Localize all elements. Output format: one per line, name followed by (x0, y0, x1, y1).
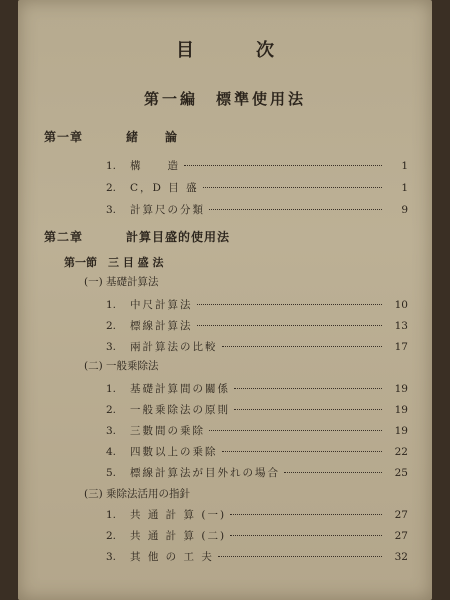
part-heading: 第一編 標準使用法 (143, 90, 306, 108)
book-page (18, 0, 432, 600)
toc-entry[interactable] (106, 339, 408, 353)
chapter-number: 第二章 (44, 230, 84, 244)
entry-page: 9 (401, 204, 408, 216)
leader-dots (197, 304, 383, 305)
entry-title: 中尺計算法 (130, 299, 193, 311)
entry-page: 1 (401, 160, 408, 172)
entry-page: 19 (394, 425, 408, 437)
leader-dots (218, 556, 382, 557)
chapter-number: 第一章 (44, 130, 84, 144)
entry-number: 2. (106, 320, 117, 332)
toc-entry[interactable] (106, 465, 408, 479)
entry-number: 3. (106, 425, 117, 437)
entry-page: 19 (394, 404, 408, 416)
toc-entry[interactable] (106, 180, 408, 194)
toc-entry[interactable] (106, 381, 408, 395)
entry-title: 三數間の乗除 (130, 425, 205, 437)
leader-dots (203, 187, 382, 188)
toc-entry[interactable] (106, 202, 408, 216)
entry-title: 其 他 の 工 夫 (130, 551, 214, 563)
entry-page: 10 (394, 299, 408, 311)
entry-number: 1. (106, 509, 117, 521)
entry-title: 共 通 計 算 (二) (130, 530, 227, 542)
entry-title: C，D 目 盛 (130, 182, 199, 194)
entry-title: 計算尺の分類 (130, 204, 205, 216)
entry-title: 標線計算法 (130, 320, 193, 332)
entry-title: 一般乗除法の原則 (130, 404, 230, 416)
entry-page: 19 (394, 383, 408, 395)
entry-page: 22 (394, 446, 408, 458)
toc-entry[interactable] (106, 297, 408, 311)
entry-number: 2. (106, 404, 117, 416)
toc-entry[interactable] (106, 423, 408, 437)
group-heading: (三) 乗除法活用の指針 (84, 488, 191, 500)
entry-number: 1. (106, 299, 117, 311)
leader-dots (209, 430, 382, 431)
entry-page: 13 (394, 320, 408, 332)
entry-number: 2. (106, 182, 117, 194)
page-title: 目 次 (176, 40, 296, 61)
toc-entry[interactable] (106, 158, 408, 172)
entry-page: 27 (394, 530, 408, 542)
entry-number: 3. (106, 341, 117, 353)
entry-page: 27 (394, 509, 408, 521)
leader-dots (222, 451, 383, 452)
leader-dots (230, 535, 382, 536)
leader-dots (230, 514, 382, 515)
toc-entry[interactable] (106, 318, 408, 332)
entry-title: 兩計算法の比較 (130, 341, 218, 353)
entry-number: 1. (106, 383, 117, 395)
entry-title: 構 造 (130, 160, 180, 172)
entry-title: 共 通 計 算 (一) (130, 509, 227, 521)
chapter-heading (44, 228, 230, 245)
toc-entry[interactable] (106, 528, 408, 542)
toc-entry[interactable] (106, 549, 408, 563)
toc-entry[interactable] (106, 444, 408, 458)
entry-number: 1. (106, 160, 117, 172)
entry-number: 2. (106, 530, 117, 542)
entry-page: 32 (394, 551, 408, 563)
entry-number: 4. (106, 446, 117, 458)
chapter-heading (44, 128, 178, 145)
section-heading: 第一節 三 目 盛 法 (64, 256, 164, 269)
chapter-title: 計算目盛的使用法 (126, 230, 231, 244)
group-heading: (二) 一般乗除法 (84, 360, 159, 372)
entry-number: 5. (106, 467, 117, 479)
leader-dots (234, 409, 382, 410)
leader-dots (234, 388, 382, 389)
entry-title: 四數以上の乗除 (130, 446, 218, 458)
entry-title: 基礎計算間の關係 (130, 383, 230, 395)
leader-dots (197, 325, 383, 326)
toc-entry[interactable] (106, 402, 408, 416)
toc-entry[interactable] (106, 507, 408, 521)
leader-dots (284, 472, 382, 473)
group-heading: (一) 基礎計算法 (84, 276, 159, 288)
leader-dots (184, 165, 382, 166)
leader-dots (222, 346, 383, 347)
leader-dots (209, 209, 382, 210)
chapter-title: 緒 論 (126, 130, 179, 144)
entry-page: 1 (401, 182, 408, 194)
entry-number: 3. (106, 204, 117, 216)
entry-title: 標線計算法が目外れの場合 (130, 467, 280, 479)
entry-number: 3. (106, 551, 117, 563)
entry-page: 17 (394, 341, 408, 353)
entry-page: 25 (394, 467, 408, 479)
